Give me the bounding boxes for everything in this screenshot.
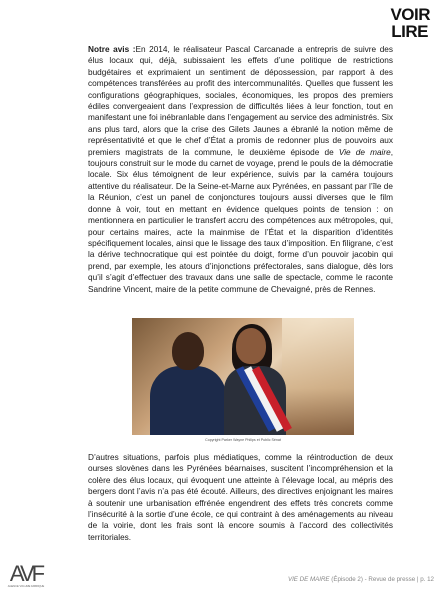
avf-logo-mark: AVF	[9, 561, 43, 586]
footer-title-italic: VIE DE MAIRE	[287, 576, 330, 583]
logo-line-2: LIRE	[391, 22, 428, 41]
logo-line-1: VOIR	[390, 5, 430, 24]
photo-background	[282, 318, 354, 435]
lead-label: Notre avis :	[88, 45, 136, 54]
paragraph-1-text-b: , toujours construit sur le mode du carnet de voyage, prend le pouls de la démocratie locale. Six élus témoignent de leur expérience, suivis par la caméra toujours attentive du réalisateur. De la Seine-et-Marne aux Pyrénées, en passant par l’île de la Réunion, c’est un panel de conjonctures toujours aussi diverses que le film donne à voir, tout en mettant en évidence quelques points de tension : on mentionnera en particulier le transfert accru des compétences aux métropoles, qui, pour certains maires, acte la mainmise de l’État et la disparition d’identités spécifiquement locales, ainsi que le lissage des taux d’imposition. En filigrane, c’est la dérive technocratique qui est pointée du doigt, forme d’un pouvoir jacobin qui prend, par exemple, les atours d’injonctions préfectorales, sans dialogue, dès lors qu’il s’agit d’effectuer des travaux dans une salle de spectacle, comme le raconte Sandrine Vincent, maire de la petite commune de Chevaigné, près de Rennes.	[88, 147, 394, 294]
footer-page-info: (Épisode 2) - Revue de presse | p. 12	[329, 576, 434, 583]
logo-wordmark	[390, 6, 430, 40]
paragraph-1-text-a: En 2014, le réalisateur Pascal Carcanade a entrepris de suivre des élus locaux qui, déjà, subissaient les effets d’une politique de restrictions budgétaires et exprimaient un sentiment de dépossession, par rapport à des compétences transférées au profit des intercommunalités. Quelles que fussent les configurations géographiques, sociales, économiques, les propos des premiers édiles convergeaient dans l’expression de difficultés liées à leur fonction, tout en manifestant une foi inébranlable dans l’engagement au service des administrés. Six ans plus tard, alors que la crise des Gilets Jaunes a ébranlé la notion même de représentativité et que le chef d’État a promis de redonner plus de pouvoirs aux premiers magistrats de la commune, le deuxième épisode de	[88, 45, 394, 157]
voir-lire-logo	[374, 5, 430, 41]
photo-figure-man-body	[150, 366, 226, 435]
article-body-top	[88, 44, 393, 295]
photo-image	[132, 318, 354, 435]
film-title-italic: Vie de maire	[338, 147, 391, 157]
avf-logo-subtitle: AGENCE VOLUME FABRIQUE	[7, 585, 45, 588]
photo-figure-man-head	[172, 332, 204, 370]
article-body-bottom	[88, 452, 393, 543]
article-paragraph-2: D’autres situations, parfois plus médiatiques, comme la réintroduction de deux ourses slovènes dans les Pyrénées béarnaises, suscitent l’incompréhension et la colère des élus locaux, qui évoquent une atteinte à l’élevage local, au mépris des bergers dont l’avis n’a pas été écouté. Ailleurs, des directives enjoignant les maires à soutenir une urbanisation effrénée engendrent des effets très concrets comme l’insécurité à la sortie d’une école, ce qui contraint à des aménagements au niveau de la voirie, dont les frais sont là encore soumis à l’accord des collectivités territoriales.	[88, 453, 393, 542]
photo-figure-woman-head	[236, 328, 266, 364]
avf-logo	[6, 563, 46, 595]
photo-caption: Copyright Parker Wayne Philips et Public Sénat	[205, 438, 281, 442]
page-footer	[246, 576, 434, 584]
article-paragraph-1	[88, 44, 393, 295]
article-photo	[132, 318, 354, 444]
